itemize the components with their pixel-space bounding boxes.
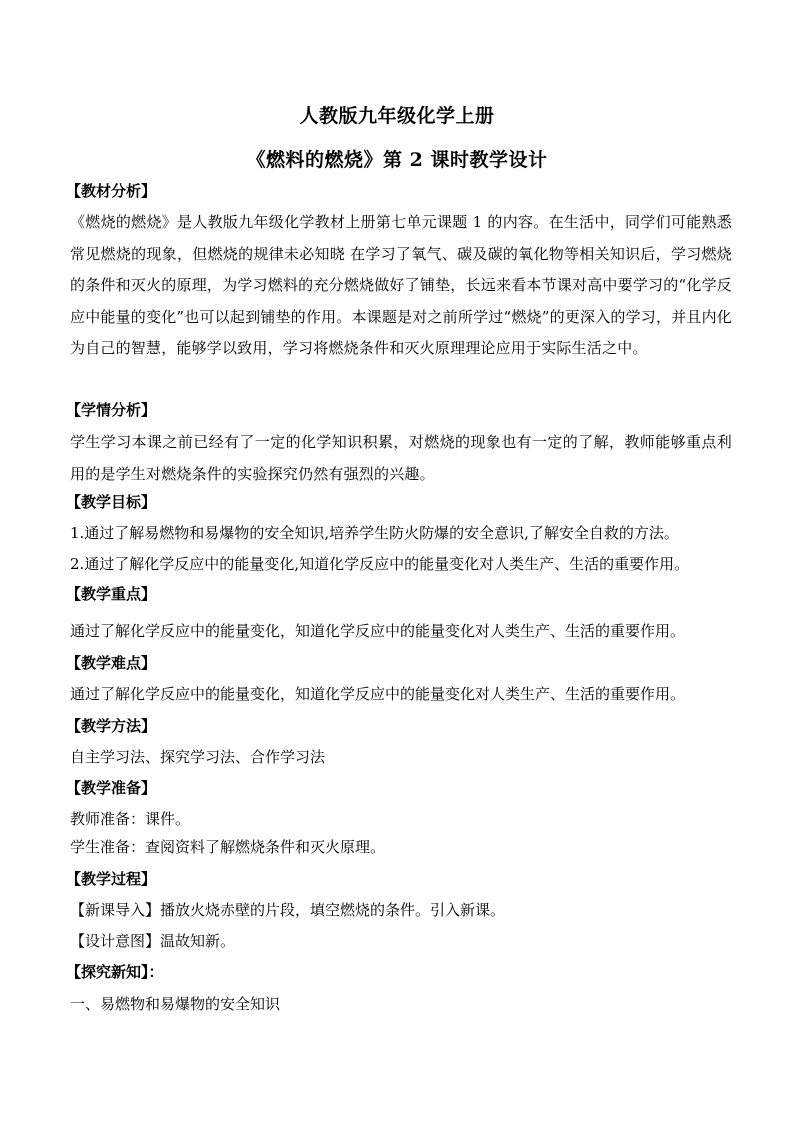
goal-item: 1.通过了解易燃物和易爆物的安全知识,培养学生防火防爆的安全意识,了解安全自救的方法。 bbox=[70, 524, 679, 542]
teacher-preparation: 教师准备：课件。 bbox=[70, 810, 191, 828]
explore-item: 一、易燃物和易爆物的安全知识 bbox=[70, 995, 281, 1013]
section-heading-preparation: 【教学准备】 bbox=[66, 779, 157, 797]
section-heading-goals: 【教学目标】 bbox=[66, 493, 157, 511]
methods-text: 自主学习法、探究学习法、合作学习法 bbox=[70, 748, 326, 766]
section-heading-analysis: 【教材分析】 bbox=[66, 182, 157, 200]
document-title: 人教版九年级化学上册 bbox=[299, 105, 495, 127]
process-intent: 【设计意图】温故知新。 bbox=[70, 932, 236, 950]
section-heading-difficulties: 【教学难点】 bbox=[66, 654, 157, 672]
key-points-text: 通过了解化学反应中的能量变化，知道化学反应中的能量变化对人类生产、生活的重要作用。 bbox=[70, 622, 686, 640]
student-preparation: 学生准备：查阅资料了解燃烧条件和灭火原理。 bbox=[70, 838, 386, 856]
section-heading-key-points: 【教学重点】 bbox=[66, 585, 157, 603]
process-intro: 【新课导入】播放火烧赤壁的片段，填空燃烧的条件。引入新课。 bbox=[70, 901, 506, 919]
section-heading-methods: 【教学方法】 bbox=[66, 717, 157, 735]
document-subtitle: 《燃料的燃烧》第 2 课时教学设计 bbox=[246, 149, 548, 171]
goal-item: 2.通过了解化学反应中的能量变化,知道化学反应中的能量变化对人类生产、生活的重要作用。 bbox=[70, 555, 690, 573]
section-heading-students: 【学情分析】 bbox=[66, 401, 157, 419]
section-heading-explore: 【探究新知】： bbox=[66, 963, 164, 981]
analysis-paragraph: 《燃烧的燃烧》是人教版九年级化学教材上册第七单元课题 1 的内容。在生活中，同学们可能熟悉常见燃烧的现象，但燃烧的规律未必知晓 在学习了氧气、碳及碳的氧化物等相关知识后，学习燃烧的条件和灭火的原理，为学习燃料的充分燃烧做好了铺垫，长远来看本节课对高中要学习的“化学反应中能量的变化”也可以起到铺垫的作用。本课题是对之前所学过“燃烧”的更深入的学习，并且内化为自己的智慧，能够学以致用，学习将燃烧条件和灭火原理理论应用于实际生活之中。 bbox=[70, 213, 733, 357]
students-paragraph: 学生学习本课之前已经有了一定的化学知识积累，对燃烧的现象也有一定的了解，教师能够重点利用的是学生对燃烧条件的实验探究仍然有强烈的兴趣。 bbox=[70, 433, 732, 483]
difficulties-text: 通过了解化学反应中的能量变化，知道化学反应中的能量变化对人类生产、生活的重要作用。 bbox=[70, 685, 686, 703]
section-heading-process: 【教学过程】 bbox=[66, 870, 157, 888]
